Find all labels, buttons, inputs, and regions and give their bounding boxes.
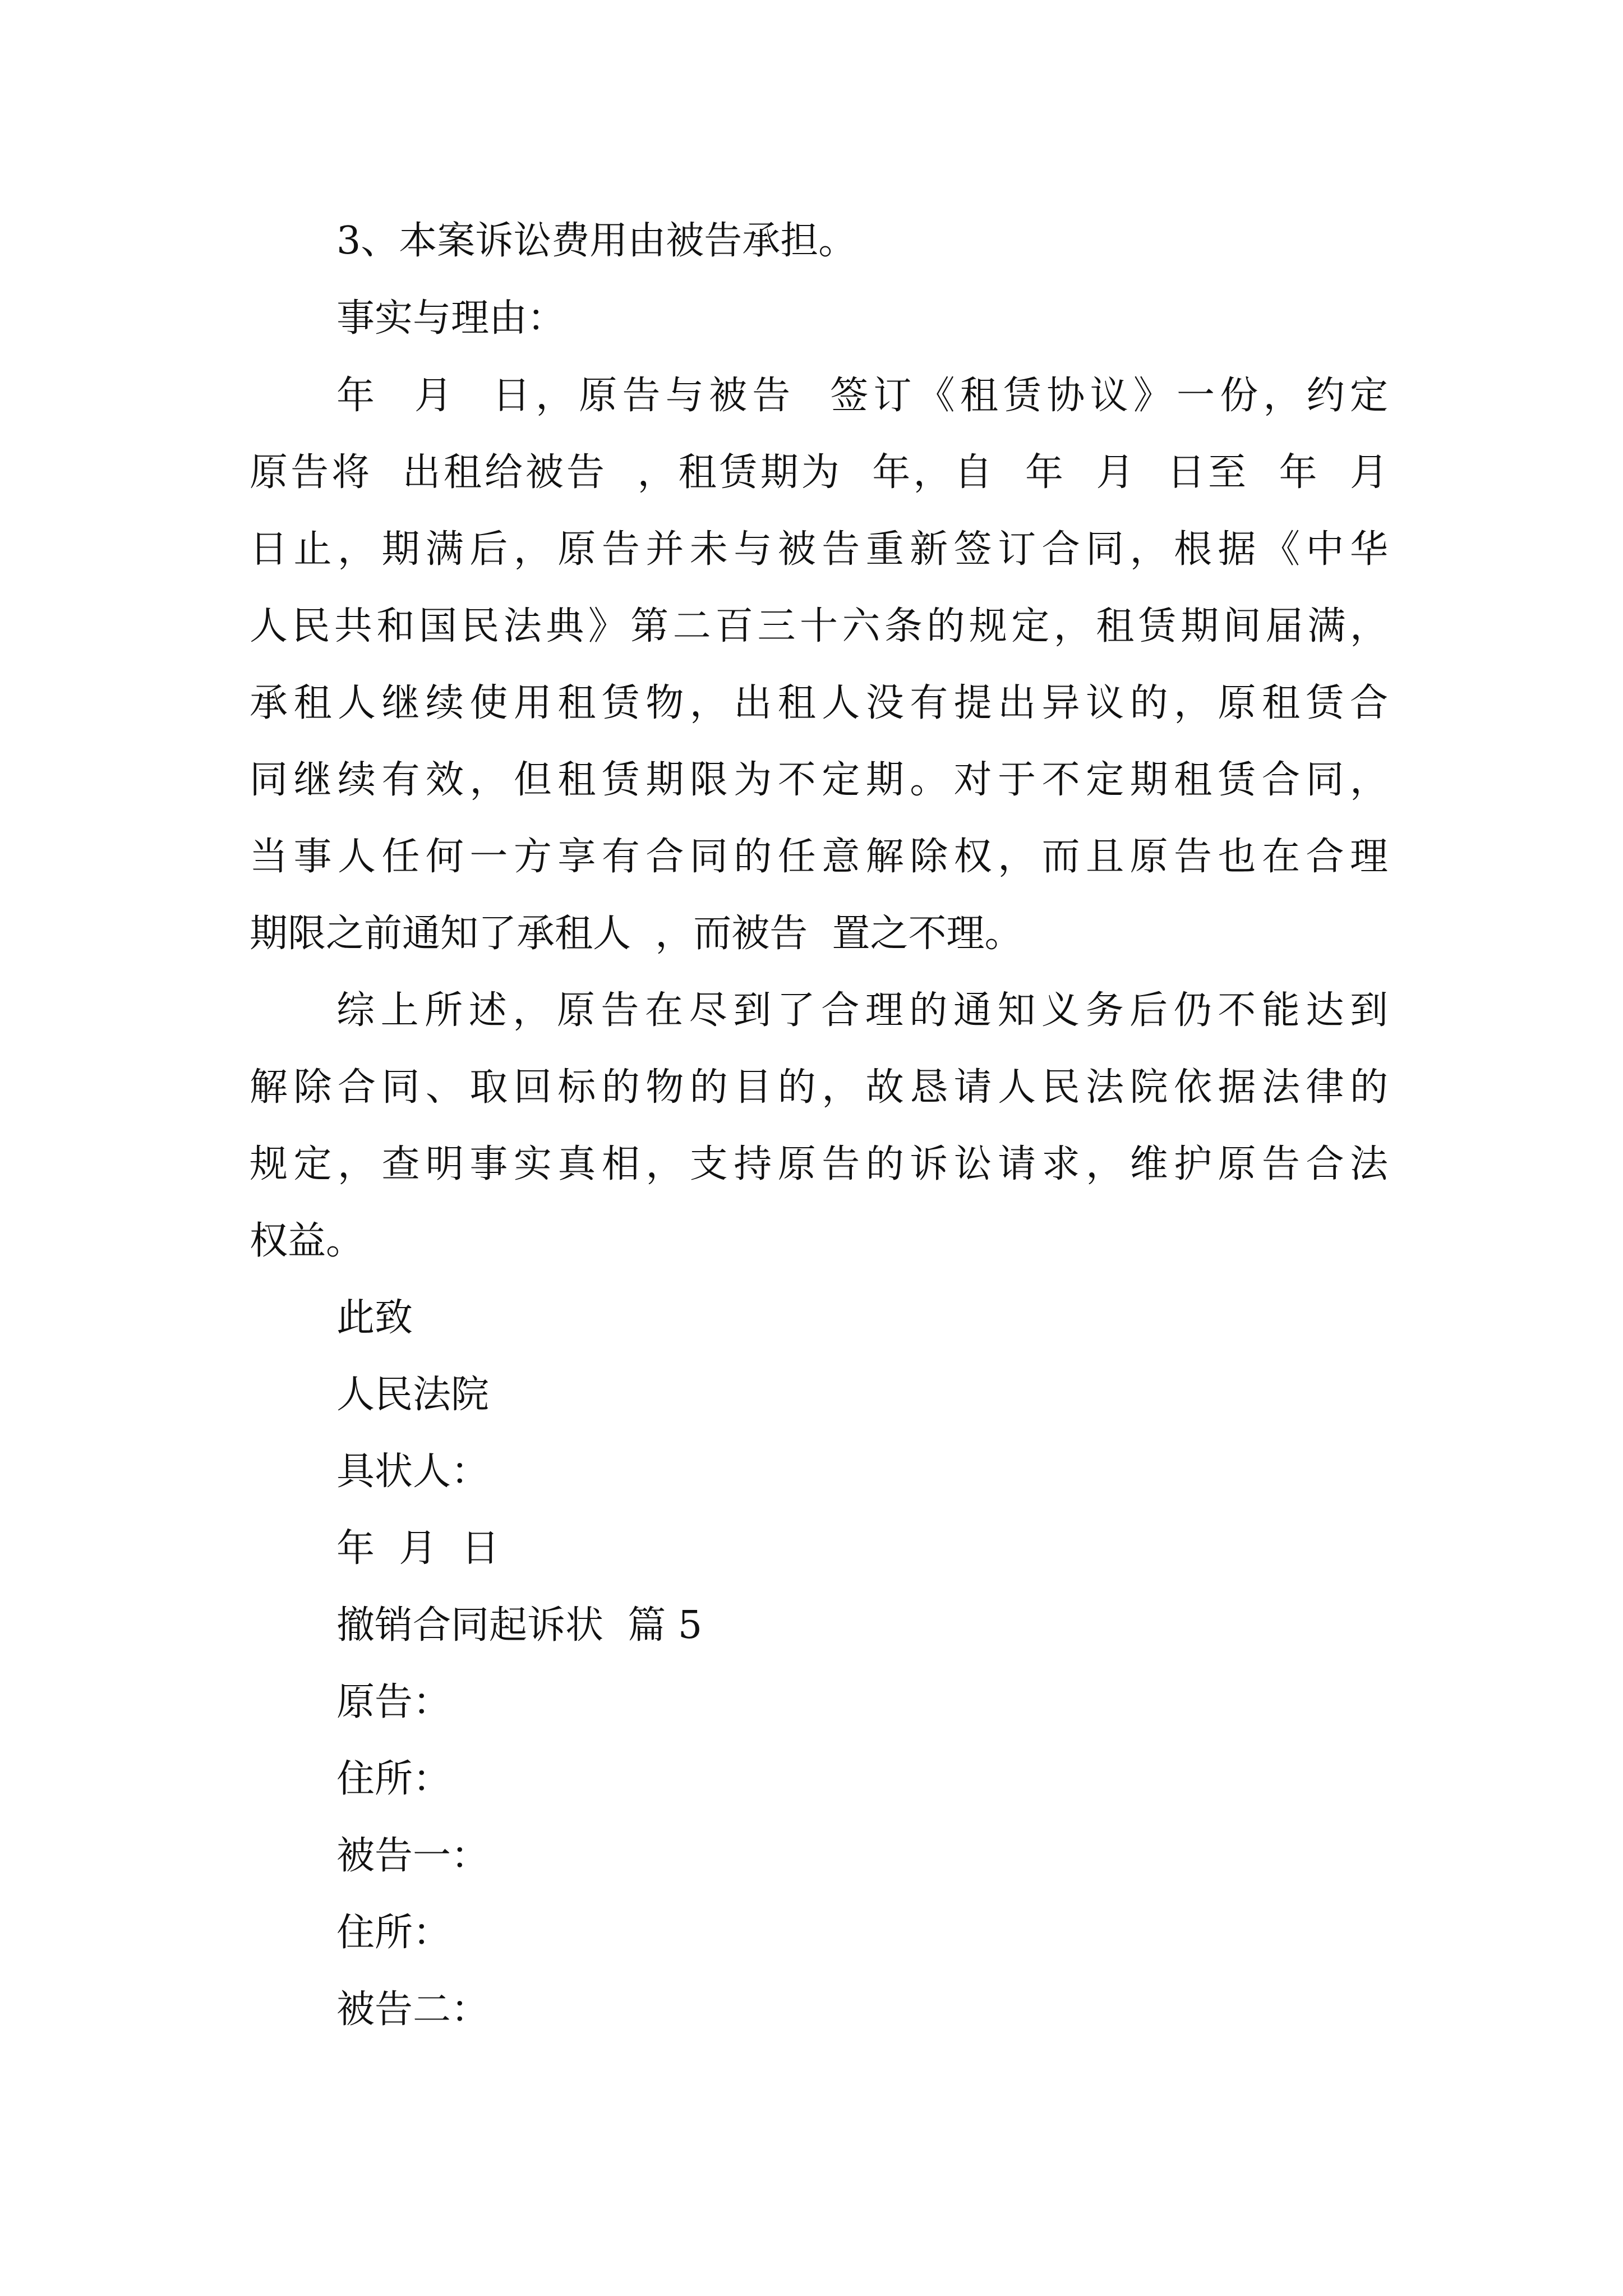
summary-line: 解除合同、取回标的物的目的，故恳请人民法院依据法律的 bbox=[250, 1065, 1388, 1110]
signer-label: 具状人： bbox=[336, 1450, 490, 1494]
defendant-two-label: 被告二： bbox=[336, 1987, 490, 2032]
facts-line: 同继续有效，但租赁期限为不定期。对于不定期租赁合同， bbox=[250, 758, 1388, 802]
court-name: 人民法院 bbox=[336, 1373, 490, 1417]
facts-line: 承租人继续使用租赁物，出租人没有提出异议的，原租赁合 bbox=[250, 681, 1388, 725]
claim-item-3: 3、本案诉讼费用由被告承担。 bbox=[336, 219, 857, 263]
facts-line: 期限之前通知了承租人 ，而被告 置之不理。 bbox=[250, 912, 1023, 956]
section-title: 撤销合同起诉状 篇 5 bbox=[336, 1603, 703, 1648]
summary-line: 规定，查明事实真相，支持原告的诉讼请求，维护原告合法 bbox=[250, 1142, 1388, 1186]
facts-line: 人民共和国民法典》第二百三十六条的规定，租赁期间届满， bbox=[250, 604, 1388, 648]
facts-line: 当事人任何一方享有合同的任意解除权，而且原告也在合理 bbox=[250, 835, 1388, 879]
plaintiff-address-label: 住所： bbox=[336, 1757, 451, 1801]
facts-line: 原告将 出租给被告 ，租赁期为 年，自 年 月 日至 年 月 bbox=[250, 450, 1388, 495]
defendant-one-address-label: 住所： bbox=[336, 1911, 451, 1955]
closing-salutation: 此致 bbox=[336, 1296, 413, 1340]
summary-line: 权益。 bbox=[250, 1219, 365, 1263]
date-placeholder: 年 月 日 bbox=[336, 1526, 500, 1571]
facts-heading: 事实与理由： bbox=[336, 296, 566, 341]
facts-line: 年 月 日，原告与被告 签订《租赁协议》一份，约定 bbox=[336, 374, 1388, 418]
defendant-one-label: 被告一： bbox=[336, 1834, 490, 1878]
summary-line: 综上所述，原告在尽到了合理的通知义务后仍不能达到 bbox=[336, 988, 1388, 1033]
plaintiff-label: 原告： bbox=[336, 1680, 451, 1724]
facts-line: 日止，期满后，原告并未与被告重新签订合同，根据《中华 bbox=[250, 527, 1388, 572]
